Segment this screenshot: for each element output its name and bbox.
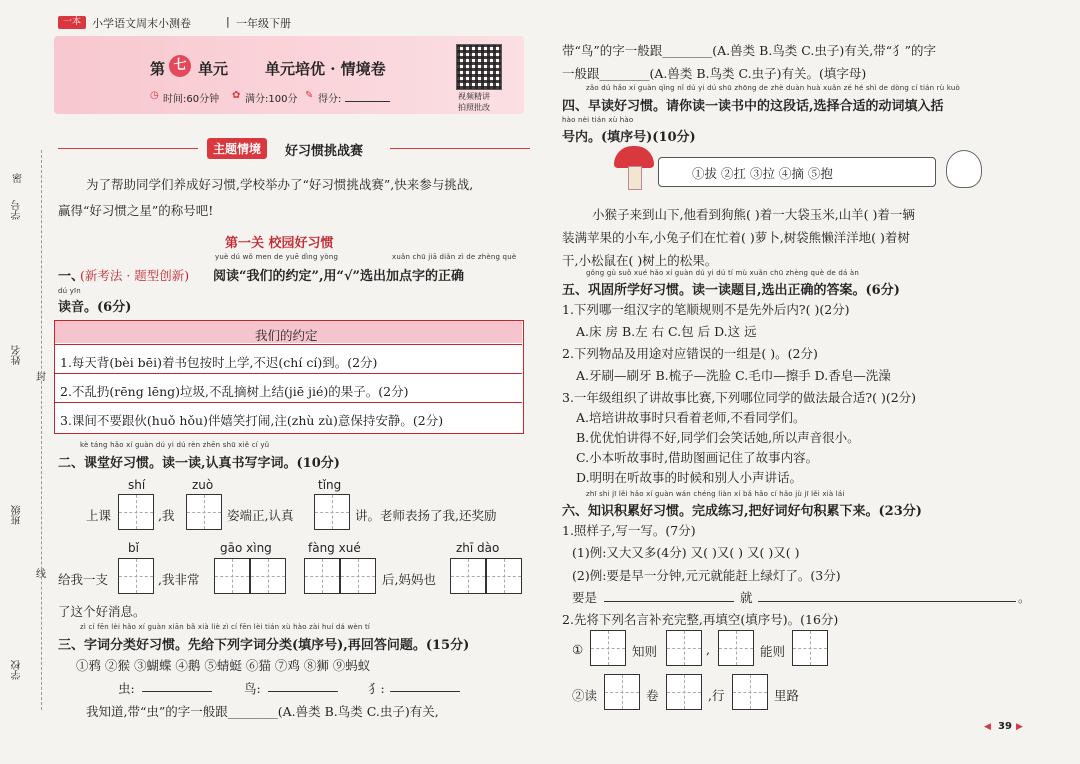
motto-1-b: ,	[706, 642, 710, 657]
q4-pinyin: zǎo dú hǎo xí guàn qǐng nǐ dú yi dú shū zhōng de zhè duàn huà xuǎn zé hé shì de dòng cí tián rù kuò	[586, 84, 960, 92]
level-title: 第一关 校园好习惯	[225, 236, 334, 251]
r-line-2: 一般跟________(A.兽类 B.鸟类 C.虫子)有关。(填字母)	[562, 66, 867, 81]
q2-text-1b: ,我	[158, 508, 175, 523]
motto-box-4[interactable]	[792, 630, 828, 666]
q4-line: 四、早读好习惯。请你读一读书中的这段话,选择合适的动词填入括	[562, 99, 944, 114]
q2-text-1d: 讲。老师表扬了我,还奖励	[355, 508, 497, 523]
q6-blank-2[interactable]	[758, 601, 1016, 602]
rabbit-icon	[946, 150, 982, 188]
side-student-id: 学号	[12, 200, 23, 220]
q5-pinyin: gǒng gù suǒ xué hǎo xí guàn dú yi dú tí mù xuǎn chū zhèng què de dá àn	[586, 269, 860, 277]
q2-text-1c: 姿端正,认真	[227, 508, 294, 523]
q2-text-2b: ,我非常	[158, 572, 200, 587]
header-sep: |	[226, 15, 230, 28]
motto-box-5[interactable]	[604, 674, 640, 710]
q4-pinyin-b: hào nèi tián xù hào	[562, 116, 634, 124]
q3-pinyin: zì cí fēn lèi hǎo xí guàn xiān bǎ xià liè zì cí fēn lèi tián xù hào zài huí dá wèn tí	[80, 623, 371, 631]
motto-box-6[interactable]	[666, 674, 702, 710]
q2-pinyin-gaoxing: gāo xìng	[220, 541, 272, 555]
page-next-icon: ▶	[1016, 722, 1023, 732]
motto-2-b: 卷	[646, 688, 659, 703]
write-box-dao[interactable]	[486, 558, 522, 594]
q2-pinyin: kè táng hǎo xí guàn dú yi dú rèn zhēn shū xiě cí yǔ	[80, 441, 270, 449]
mushroom-icon	[614, 146, 654, 168]
q1-line-1: 阅读“我们的约定”,用“√”选出加点字的正确	[213, 269, 464, 284]
header-badge: 一本	[58, 16, 86, 29]
write-box-ting[interactable]	[314, 494, 350, 530]
page-number: 39	[998, 721, 1012, 732]
q1-pinyin-1: yuè dú wǒ men de yuē dìng yòng	[215, 253, 339, 261]
time-limit: 时间:60分钟	[163, 94, 220, 105]
motto-box-3[interactable]	[718, 630, 754, 666]
q2-text-2a: 给我一支	[58, 572, 109, 587]
q6-sub-1-3b: 就	[740, 590, 753, 605]
r-line-1: 带“鸟”的字一般跟________(A.兽类 B.鸟类 C.虫子)有关,带“犭”的字	[562, 43, 936, 58]
header-title: 小学语文周末小测卷	[92, 17, 191, 30]
write-box-gao[interactable]	[214, 558, 250, 594]
agreement-row-3[interactable]: 3.课间不要跟伙(huǒ hǒu)伴嬉笑打闹,注(zhù zù)意保持安静。(2分)	[60, 413, 444, 428]
q3-cat-bird: 鸟:	[244, 681, 261, 696]
star-icon: ✿	[232, 90, 241, 101]
q2-pinyin-bi: bǐ	[128, 541, 139, 555]
q3-cat-beast: 犭:	[368, 681, 385, 696]
qr-code-icon	[456, 44, 502, 90]
clock-icon: ◷	[150, 90, 159, 101]
score-blank[interactable]	[345, 101, 390, 102]
motto-1-num: ①	[572, 642, 584, 657]
motto-2-a: ②读	[572, 688, 598, 703]
write-box-zhi[interactable]	[450, 558, 486, 594]
unit-label-pre: 第	[150, 60, 166, 78]
q6-blank-1[interactable]	[604, 601, 734, 602]
table-rule-2	[55, 373, 522, 374]
theme-rule-right	[390, 148, 530, 149]
q2-pinyin-shi: shí	[128, 478, 146, 492]
q3-line: 三、字词分类好习惯。先给下列字词分类(填序号),再回答问题。(15分)	[58, 638, 470, 653]
theme-tag: 主题情境	[207, 138, 267, 159]
side-mi: 密	[12, 174, 22, 185]
qr-caption-2: 拍照批改	[458, 103, 490, 112]
unit-label-post: 单元	[198, 60, 229, 78]
q4-line-b: 号内。(填序号)(10分)	[562, 130, 696, 145]
write-box-xue[interactable]	[340, 558, 376, 594]
q1-pinyin-1b: xuǎn chū jiā diǎn zì de zhèng què	[392, 253, 517, 261]
q6-pinyin: zhī shi jī lěi hǎo xí guàn wán chéng liàn xí bǎ hǎo cí hǎo jù jī lěi xià lái	[586, 490, 845, 498]
q6-sub-1-1[interactable]: (1)例:又大又多(4分) 又( )又( ) 又( )又( )	[572, 545, 800, 560]
side-school: 学校	[12, 660, 23, 680]
q2-pinyin-ting: tǐng	[318, 478, 342, 492]
q5-sub-1: 1.下列哪一组汉字的笔顺规则不是先外后内?( )(2分)	[562, 302, 850, 317]
table-rule-3	[55, 402, 522, 403]
motto-box-7[interactable]	[732, 674, 768, 710]
q2-pinyin-fangxue: fàng xué	[308, 541, 361, 555]
q5-sub-3-C[interactable]: C.小本听故事时,借助图画记住了故事内容。	[576, 450, 819, 465]
side-seal: 封	[36, 372, 46, 383]
q6-sub-1-3a: 要是	[572, 590, 598, 605]
q5-sub-3-D[interactable]: D.明明在听故事的时候和别人小声讲话。	[576, 470, 803, 485]
q6-sub-1-2: (2)例:要是早一分钟,元元就能赶上绿灯了。(3分)	[572, 568, 841, 583]
motto-box-2[interactable]	[666, 630, 702, 666]
header-grade: 一年级下册	[236, 17, 291, 30]
agreement-row-2[interactable]: 2.不乱扔(rēng lēng)垃圾,不乱摘树上结(jiē jié)的果子。(2分)	[60, 384, 409, 399]
q3-blank-bird[interactable]	[268, 691, 338, 692]
q6-sub-1: 1.照样子,写一写。(7分)	[562, 523, 696, 538]
q1-tag: (新考法 · 题型创新)	[80, 268, 190, 283]
write-box-bi[interactable]	[118, 558, 154, 594]
q5-sub-1-options[interactable]: A.床 房 B.左 右 C.包 后 D.这 远	[576, 324, 757, 339]
q3-blank-insect[interactable]	[142, 691, 212, 692]
intro-line-1: 为了帮助同学们养成好习惯,学校举办了“好习惯挑战赛”,快来参与挑战,	[86, 177, 474, 192]
q5-sub-3: 3.一年级组织了讲故事比赛,下列哪位同学的做法最合适?( )(2分)	[562, 390, 917, 405]
q6-sub-2: 2.先将下列名言补充完整,再填空(填序号)。(16分)	[562, 612, 839, 627]
q1-number: 一、	[58, 269, 85, 284]
q5-sub-2: 2.下列物品及用途对应错误的一组是( )。(2分)	[562, 346, 818, 361]
theme-title: 好习惯挑战赛	[285, 144, 364, 159]
motto-1-c: 能则	[760, 644, 786, 659]
q5-line: 五、巩固所学好习惯。读一读题目,选出正确的答案。(6分)	[562, 283, 900, 298]
full-score: 满分:100分	[245, 94, 298, 105]
page-prev-icon: ◀	[984, 722, 991, 732]
q4-passage-1[interactable]: 小猴子来到山下,他看到狗熊( )着一大袋玉米,山羊( )着一辆	[592, 207, 915, 222]
q3-items: ①鸦 ②猴 ③蝴蝶 ④鹅 ⑤蜻蜓 ⑥猫 ⑦鸡 ⑧狮 ⑨蚂蚁	[76, 658, 371, 673]
q1-line-2: 读音。(6分)	[58, 300, 132, 315]
q5-sub-3-B[interactable]: B.优优怕讲得不好,同学们会笑话她,所以声音很小。	[576, 430, 860, 445]
write-box-shi[interactable]	[118, 494, 154, 530]
motto-box-1[interactable]	[590, 630, 626, 666]
side-line: 线	[36, 569, 46, 580]
q5-sub-2-options[interactable]: A.牙刷—刷牙 B.梳子—洗脸 C.毛巾—擦手 D.香皂—洗澡	[576, 368, 891, 383]
side-class: 班级	[12, 505, 23, 525]
table-rule-1	[55, 344, 522, 345]
q2-pinyin-zhidao: zhī dào	[456, 541, 500, 555]
theme-rule-left	[58, 148, 198, 149]
motto-1-a: 知则	[632, 644, 658, 659]
agreement-row-1[interactable]: 1.每天背(bèi bēi)着书包按时上学,不迟(chí cí)到。(2分)	[60, 355, 378, 370]
mushroom-stem	[628, 166, 642, 190]
write-box-zuo[interactable]	[186, 494, 222, 530]
q2-line: 二、课堂好习惯。读一读,认真书写字词。(10分)	[58, 456, 340, 471]
q5-sub-3-A[interactable]: A.培培讲故事时只看着老师,不看同学们。	[576, 410, 806, 425]
q3-tail: 我知道,带“虫”的字一般跟________(A.兽类 B.鸟类 C.虫子)有关,	[86, 704, 439, 719]
write-box-xing[interactable]	[250, 558, 286, 594]
q3-blank-beast[interactable]	[390, 691, 460, 692]
write-box-fang[interactable]	[304, 558, 340, 594]
qr-caption-1: 视频精讲	[458, 92, 490, 101]
agreement-title: 我们的约定	[255, 328, 318, 343]
q4-passage-3[interactable]: 干,小松鼠在( )树上的松果。	[562, 253, 718, 268]
unit-number: 七	[169, 55, 191, 77]
unit-subtitle: 单元培优 · 情境卷	[265, 60, 386, 78]
q6-line: 六、知识积累好习惯。完成练习,把好词好句积累下来。(23分)	[562, 504, 922, 519]
q6-sub-1-3c: 。	[1018, 590, 1031, 605]
intro-line-2: 赢得“好习惯之星”的称号吧!	[58, 203, 214, 218]
side-name: 姓名	[12, 345, 23, 365]
q4-passage-2[interactable]: 装满苹果的小车,小兔子们在忙着( )萝卜,树袋熊懒洋洋地( )着树	[562, 230, 910, 245]
q2-text-3: 了这个好消息。	[58, 604, 146, 619]
verb-options: ①拔 ②扛 ③拉 ④摘 ⑤抱	[692, 166, 833, 181]
q2-pinyin-zuo: zuò	[192, 478, 214, 492]
motto-2-d: 里路	[774, 688, 800, 703]
q3-cat-insect: 虫:	[118, 681, 135, 696]
pen-icon: ✎	[305, 90, 314, 101]
score-label: 得分:	[318, 94, 342, 105]
q2-text-2c: 后,妈妈也	[382, 572, 436, 587]
motto-2-c: ,行	[708, 688, 725, 703]
q1-pinyin-2: dú yīn	[58, 287, 81, 295]
q2-text-1a: 上课	[86, 508, 112, 523]
binding-line	[41, 150, 42, 710]
